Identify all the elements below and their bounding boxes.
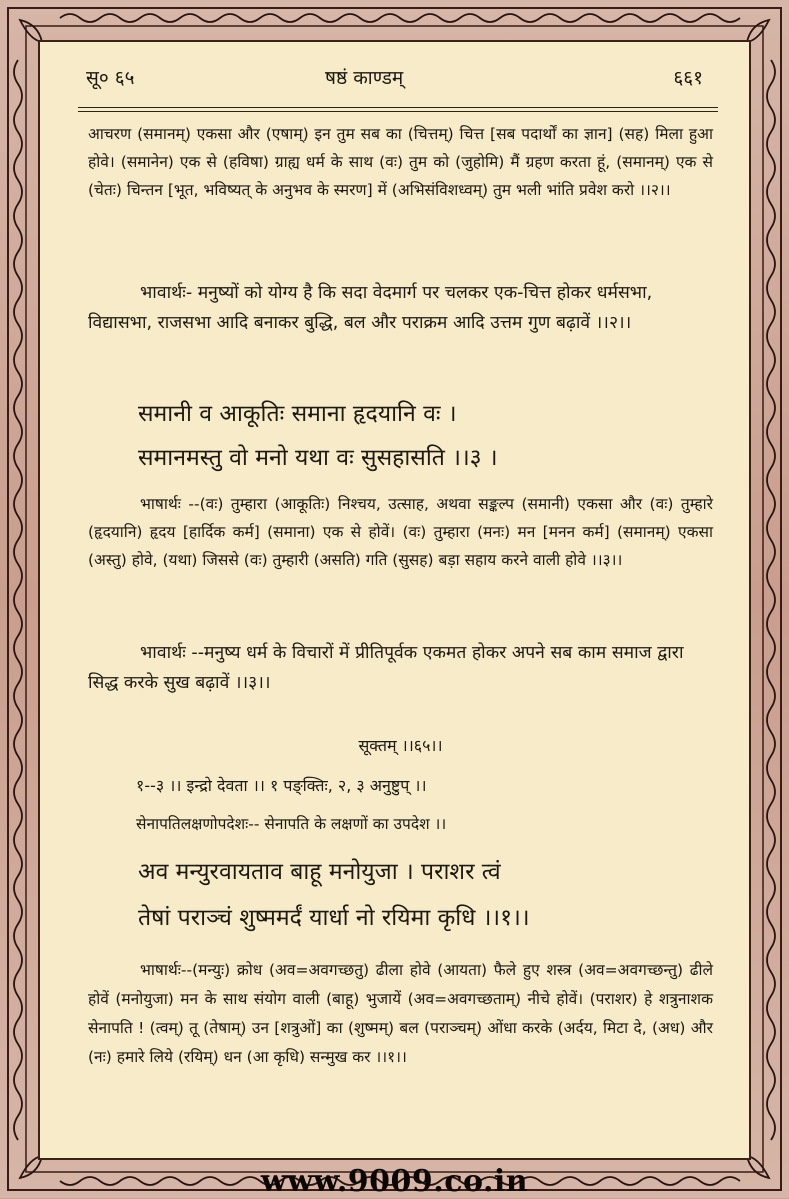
bhasharth-paragraph-3: भाषार्थः --(वः) तुम्हारा (आकूतिः) निश्चय, उत्साह, अथवा सङ्कल्प (समानी) एकसा और (वः) तुम्हारे (हृदयानि) हृदय [हार्दिक कर्म] (समाना) एक से होवें। (वः) तुम्हारा (मनः) मन [मनन कर्म] (समानम्) एकसा (अस्तु) होवे, (यथा) जिससे (वः) तुम्हारी (असति) गति (सुसह) बड़ा सहाय करने वाली होवे ।।३।। (88, 495, 713, 569)
bhavartha-paragraph-2: भावार्थः- मनुष्यों को योग्य है कि सदा वेदमार्ग पर चलकर एक-चित्त होकर धर्मसभा, विद्यासभा, राजसभा आदि बनाकर बुद्धि, बल और पराक्रम आदि उत्तम गुण बढ़ावें ।।२।। (88, 283, 653, 333)
verse-1-line-2: तेषां पराञ्चं शुष्ममर्दं यार्धा नो रयिमा कृधि ।।१।। (138, 905, 530, 931)
sukta-topic-line: सेनापतिलक्षणोपदेशः-- सेनापति के लक्षणों का उपदेश ।। (136, 815, 447, 833)
header-rule-secondary (78, 111, 718, 112)
deity-meter-line: १--३ ।। इन्द्रो देवता ।। १ पङ्क्तिः, २, ३ अनुष्टुप् ।। (136, 776, 427, 795)
header-rule (78, 107, 718, 108)
running-header (40, 64, 751, 94)
bhavartha-paragraph-3: भावार्थः --मनुष्य धर्म के विचारों में प्रीतिपूर्वक एकमत होकर अपने सब काम समाज द्वारा सिद्ध करके सुख बढ़ावें ।।३।। (88, 643, 684, 693)
bhasharth-paragraph-1: भाषार्थः--(मन्युः) क्रोध (अव=अवगच्छतु) ढीला होवे (आयता) फैले हुए शस्त्र (अव=अवगच्छन्तु) ढीले होवें (मनोयुजा) मन के साथ संयोग वाली (बाहू) भुजायें (अव=अवगच्छताम्) नीचे होवें। (पराशर) हे शत्रुनाशक सेनापति ! (त्वम्) तू (तेषाम्) उन [शत्रुओं] का (शुष्मम्) बल (पराञ्चम्) ओंधा करके (अर्दय, मिटा दे, (अध) और (नः) हमारे लिये (रयिम्) धन (आ कृधि) सन्मुख कर ।।१।। (88, 961, 713, 1066)
verse-3-line-2: समानमस्तु वो मनो यथा वः सुसहासति ।।३ । (138, 445, 498, 471)
kanda-title: षष्ठं काण्डम् (325, 67, 404, 89)
verse-1-line-1: अव मन्युरवायताव बाहू मनोयुजा । पराशर त्वं (138, 859, 501, 885)
website-watermark: www.9009.co.in (260, 1164, 529, 1199)
verse-3-line-1: समानी व आकूतिः समाना हृदयानि वः । (138, 401, 457, 427)
translation-paragraph-2: आचरण (समानम्) एकसा और (एषाम्) इन तुम सब का (चित्तम्) चित्त [सब पदार्थों का ज्ञान] (सह) मिला हुआ होवे। (समानेन) एक से (हविषा) ग्राह्य धर्म के साथ (वः) तुम को (जुहोमि) मैं ग्रहण करता हूं, (समानम्) एक से (चेतः) चिन्तन [भूत, भविष्यत् के अनुभव के स्मरण] में (अभिसंविशध्वम्) तुम भली भांति प्रवेश करो ।।२।। (88, 125, 713, 199)
sutra-number: सू० ६५ (86, 67, 135, 89)
page-number: ६६१ (673, 67, 703, 89)
sukta-heading: सूक्तम् ।।६५।। (358, 736, 443, 755)
document-page (38, 40, 751, 1160)
